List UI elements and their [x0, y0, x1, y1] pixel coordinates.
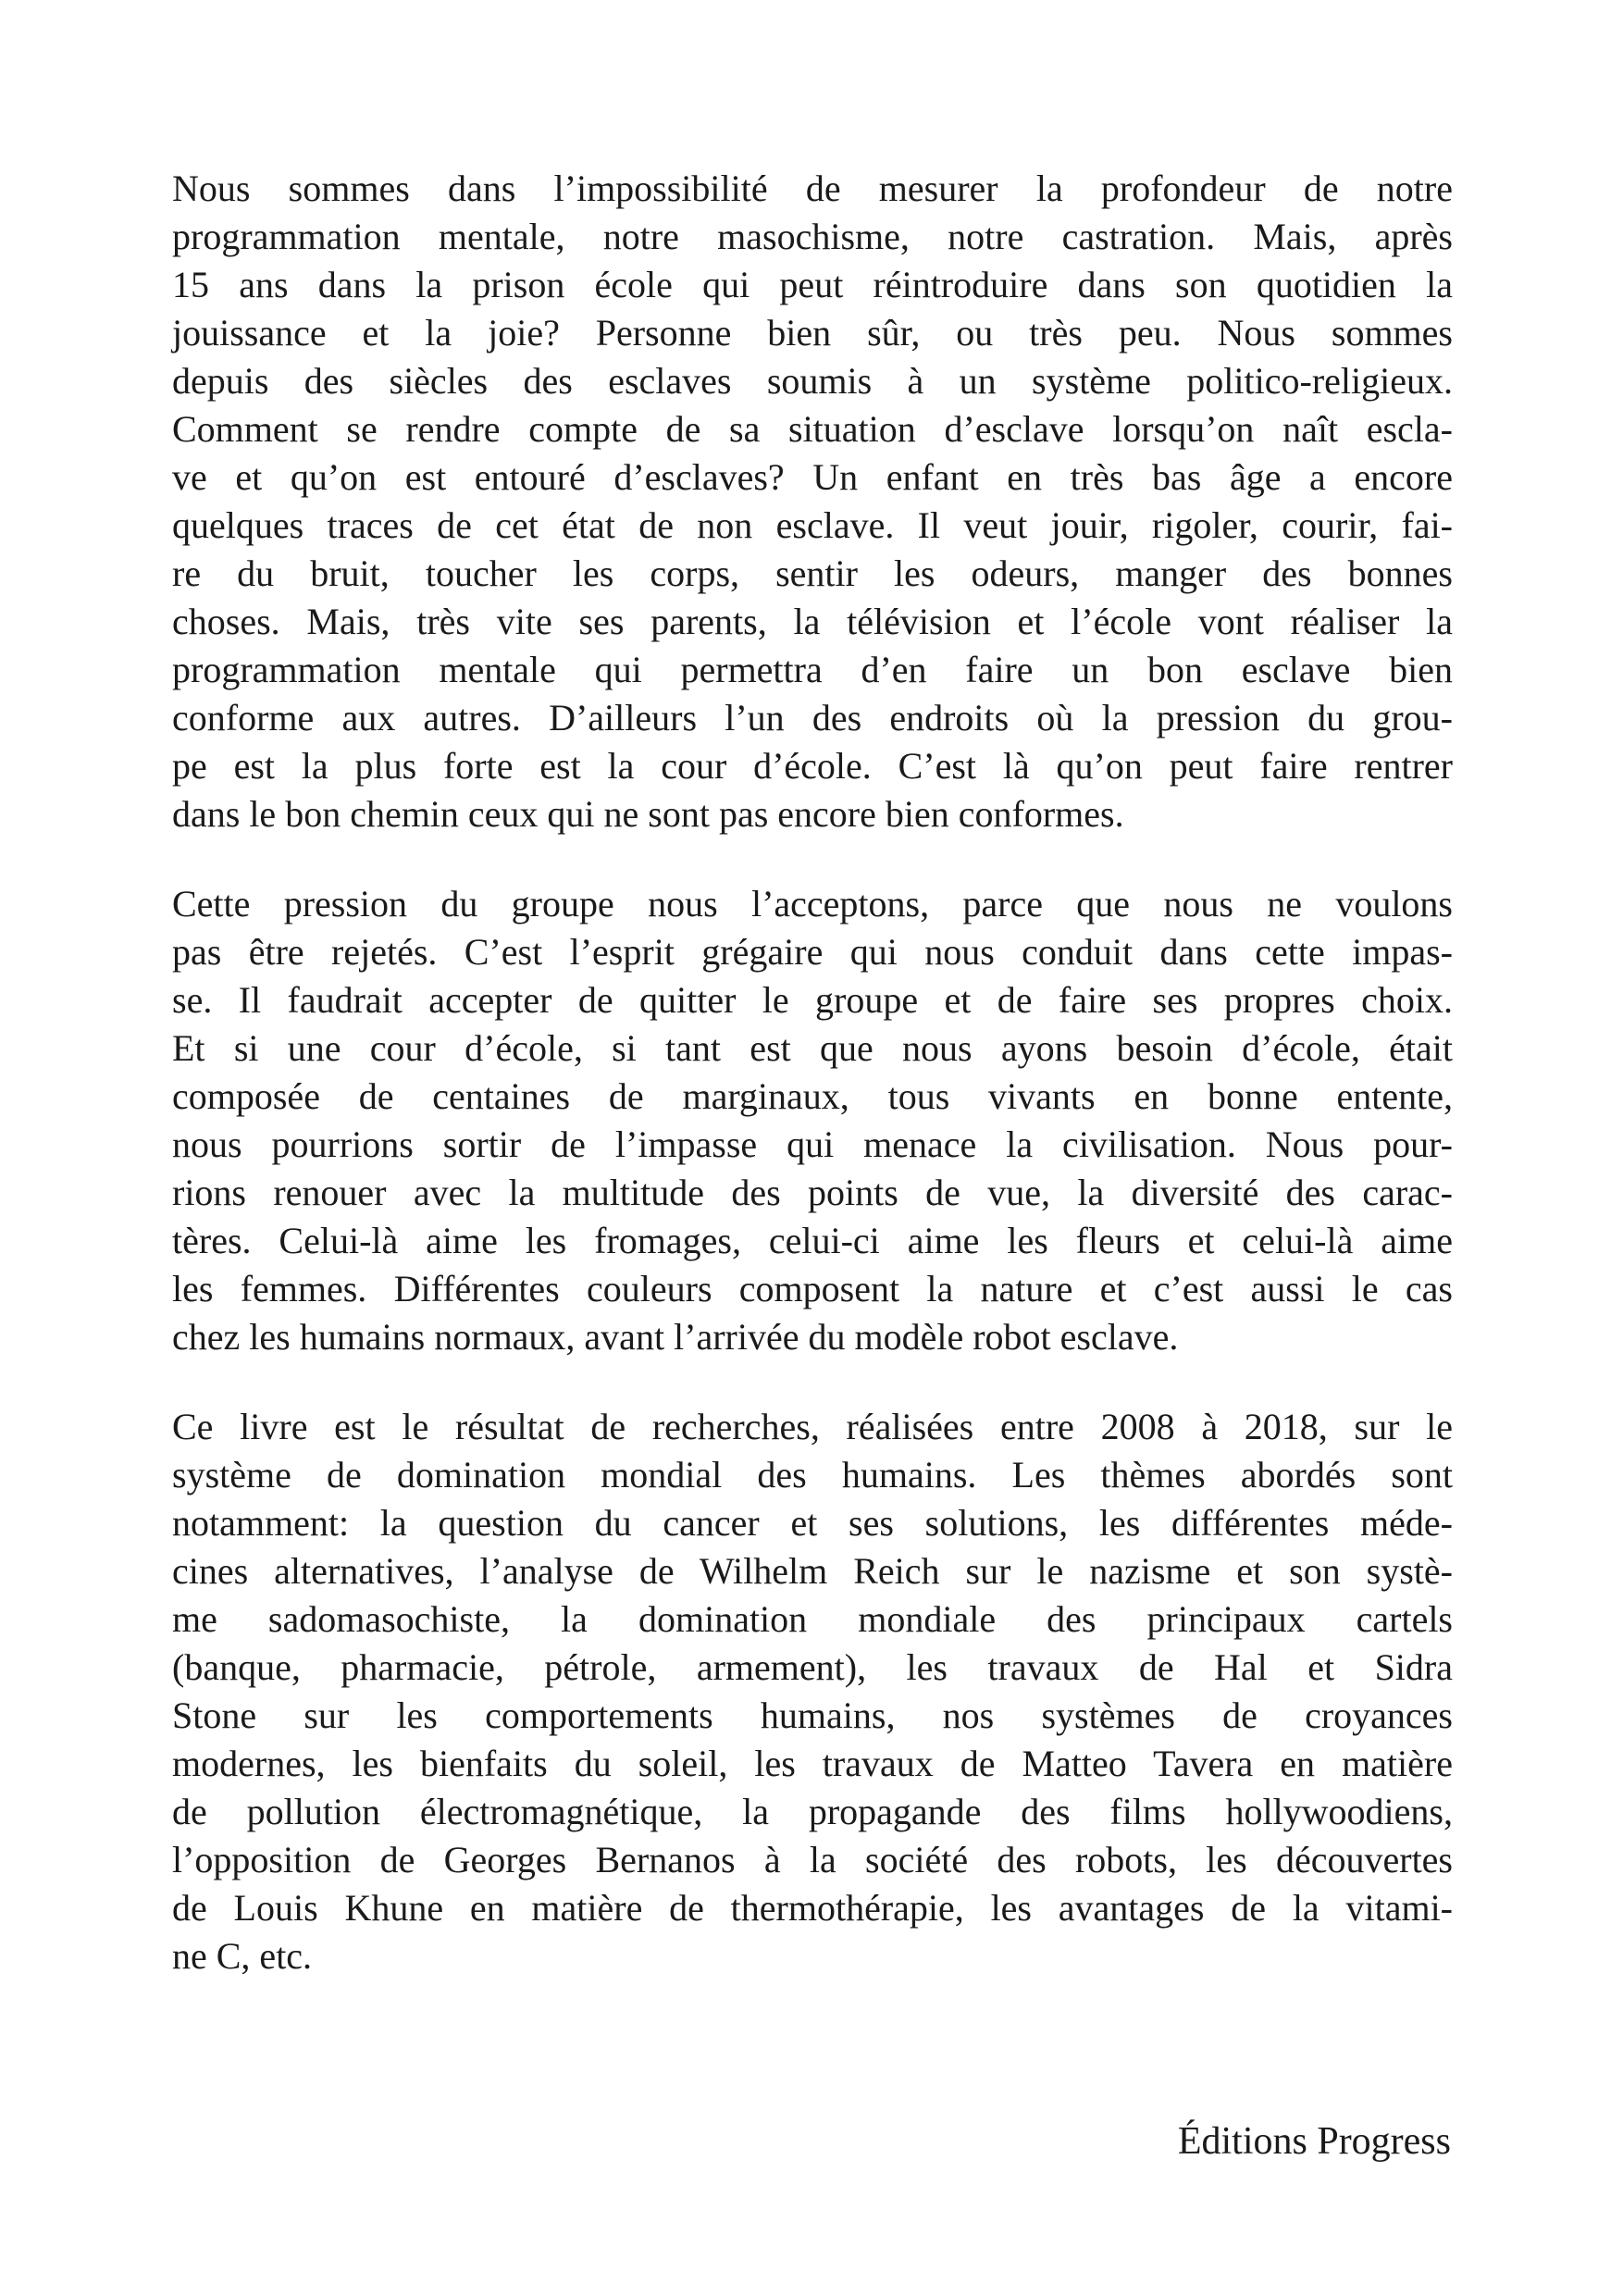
paragraph-2 — [172, 880, 1453, 1361]
text-line: me sadomasochiste, la domination mondiale des principaux cartels — [172, 1598, 1453, 1640]
text-line: Et si une cour d’école, si tant est que nous ayons besoin d’école, était — [172, 1027, 1453, 1069]
text-line: nous pourrions sortir de l’impasse qui menace la civilisation. Nous pour- — [172, 1123, 1453, 1165]
text-line: programmation mentale, notre masochisme, notre castration. Mais, après — [172, 216, 1453, 257]
text-line: notamment: la question du cancer et ses solutions, les différentes méde- — [172, 1502, 1453, 1544]
text-line: quelques traces de cet état de non esclave. Il veut jouir, rigoler, courir, fai- — [172, 504, 1453, 546]
text-line: les femmes. Différentes couleurs composent la nature et c’est aussi le cas — [172, 1268, 1453, 1309]
text-line: ne C, etc. — [172, 1935, 313, 1977]
text-line: de pollution électromagnétique, la propagande des films hollywoodiens, — [172, 1791, 1453, 1832]
text-line: l’opposition de Georges Bernanos à la société des robots, les découvertes — [172, 1839, 1453, 1880]
text-line: composée de centaines de marginaux, tous vivants en bonne entente, — [172, 1075, 1453, 1117]
text-line: re du bruit, toucher les corps, sentir les odeurs, manger des bonnes — [172, 552, 1453, 594]
paragraph-3 — [172, 1403, 1453, 1980]
text-line: 15 ans dans la prison école qui peut réintroduire dans son quotidien la — [172, 264, 1453, 305]
text-line: depuis des siècles des esclaves soumis à un système politico-religieux. — [172, 360, 1453, 402]
text-line: modernes, les bienfaits du soleil, les travaux de Matteo Tavera en matière — [172, 1743, 1453, 1784]
text-line: Comment se rendre compte de sa situation d’esclave lorsqu’on naît escla- — [172, 408, 1453, 450]
text-line: pas être rejetés. C’est l’esprit grégaire qui nous conduit dans cette impas- — [172, 931, 1453, 973]
text-line: Cette pression du groupe nous l’acceptons, parce que nous ne voulons — [172, 883, 1453, 925]
text-line: jouissance et la joie? Personne bien sûr, ou très peu. Nous sommes — [172, 312, 1453, 354]
text-line: Ce livre est le résultat de recherches, réalisées entre 2008 à 2018, sur le — [172, 1406, 1453, 1447]
text-line: se. Il faudrait accepter de quitter le groupe et de faire ses propres choix. — [172, 979, 1453, 1021]
text-line: Stone sur les comportements humains, nos systèmes de croyances — [172, 1694, 1453, 1736]
text-line: dans le bon chemin ceux qui ne sont pas encore bien conformes. — [172, 793, 1124, 835]
text-line: choses. Mais, très vite ses parents, la télévision et l’école vont réaliser la — [172, 601, 1453, 642]
text-line: cines alternatives, l’analyse de Wilhelm Reich sur le nazisme et son systè- — [172, 1550, 1453, 1592]
text-line: pe est la plus forte est la cour d’école. C’est là qu’on peut faire rentrer — [172, 745, 1453, 787]
text-line: rions renouer avec la multitude des points de vue, la diversité des carac- — [172, 1172, 1453, 1213]
text-line: conforme aux autres. D’ailleurs l’un des endroits où la pression du grou- — [172, 697, 1453, 738]
text-line: de Louis Khune en matière de thermothérapie, les avantages de la vitami- — [172, 1887, 1453, 1929]
paragraph-1 — [172, 165, 1453, 838]
text-line: ve et qu’on est entouré d’esclaves? Un enfant en très bas âge a encore — [172, 456, 1453, 498]
text-line: Nous sommes dans l’impossibilité de mesurer la profondeur de notre — [172, 168, 1453, 209]
text-line: programmation mentale qui permettra d’en faire un bon esclave bien — [172, 649, 1453, 690]
body-text — [172, 165, 1453, 2022]
text-line: (banque, pharmacie, pétrole, armement), les travaux de Hal et Sidra — [172, 1646, 1453, 1688]
text-line: chez les humains normaux, avant l’arrivée du modèle robot esclave. — [172, 1316, 1179, 1358]
publisher-signature: Éditions Progress — [1177, 2120, 1451, 2163]
text-line: système de domination mondial des humains. Les thèmes abordés sont — [172, 1454, 1453, 1496]
text-line: tères. Celui-là aime les fromages, celui-ci aime les fleurs et celui-là aime — [172, 1220, 1453, 1261]
